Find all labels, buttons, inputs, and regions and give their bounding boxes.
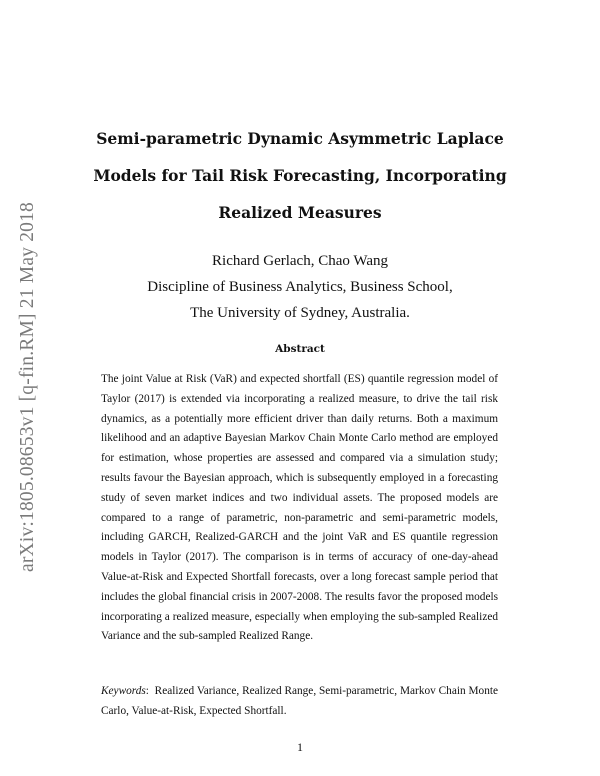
author-names: Richard Gerlach, Chao Wang <box>212 253 388 269</box>
title-line-1: Semi-parametric Dynamic Asymmetric Laplace <box>96 129 504 148</box>
page-number: 1 <box>297 740 303 754</box>
keywords-label: Keywords <box>101 685 146 697</box>
keywords-paragraph <box>101 682 498 722</box>
keywords-separator: : <box>145 685 149 697</box>
author-affiliation-line-1: Discipline of Business Analytics, Business School, <box>147 279 453 295</box>
paper-title <box>60 120 540 231</box>
abstract-heading: Abstract <box>275 343 325 355</box>
abstract-body: The joint Value at Risk (VaR) and expected shortfall (ES) quantile regression model of Taylor (2017) is extended via incorporating a realized measure, to drive the tail risk dynamics, as a potentially more efficient driver than daily returns. Both a maximum likelihood and an adaptive Bayesian Markov Chain Monte Carlo method are employed for estimation, whose properties are assessed and compared via a simulation study; results favour the Bayesian approach, which is subsequently employed in a forecasting study of seven market indices and two individual assets. The proposed models are compared to a range of parametric, non-parametric and semi-parametric models, including GARCH, Realized-GARCH and the joint VaR and ES quantile regression models in Taylor (2017). The comparison is in terms of accuracy of one-day-ahead Value-at-Risk and Expected Shortfall forecasts, over a long forecast sample period that includes the global financial crisis in 2007-2008. The results favor the proposed models incorporating a realized measure, especially when employing the sub-sampled Realized Variance and the sub-sampled Realized Range. <box>101 373 498 643</box>
arxiv-identifier-stamp: arXiv:1805.08653v1 [q-fin.RM] 21 May 2018 <box>17 202 38 572</box>
author-affiliation-line-2: The University of Sydney, Australia. <box>190 305 410 321</box>
title-line-2: Models for Tail Risk Forecasting, Incorporating <box>93 166 507 185</box>
author-block <box>60 248 540 326</box>
keywords-text: Realized Variance, Realized Range, Semi-parametric, Markov Chain Monte Carlo, Value-at-Risk, Expected Shortfall. <box>101 685 498 717</box>
title-line-3: Realized Measures <box>218 203 382 222</box>
